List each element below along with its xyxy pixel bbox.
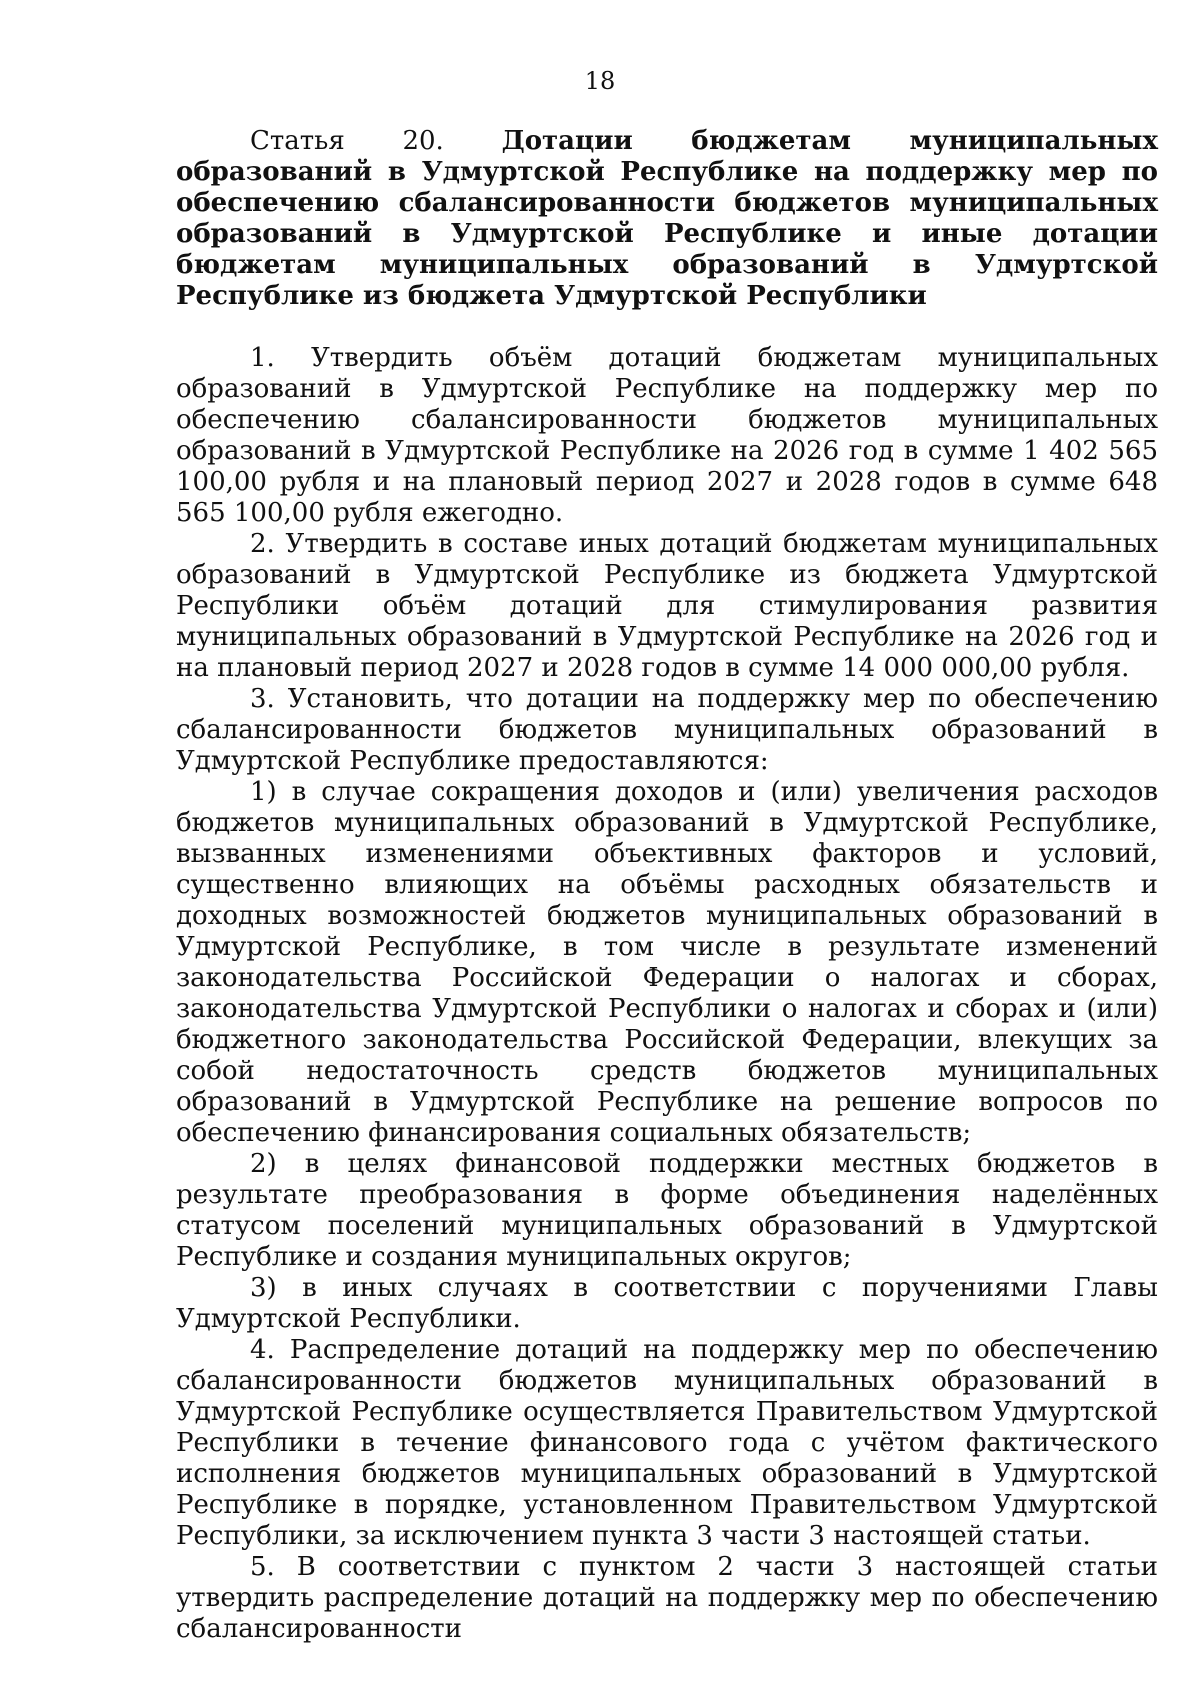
article-title: Дотации бюджетам муниципальных образований в Удмуртской Республике на поддержку мер по обеспечению сбалансированности бюджетов муниципальных образований в Удмуртской Республике и иные дотации бюджетам муниципальных образований в Удмуртской Республике из бюджета Удмуртской Республики: [176, 126, 1158, 311]
paragraph-3-item-3: 3) в иных случаях в соответствии с поручениями Главы Удмуртской Республики.: [176, 1273, 1158, 1334]
page-number: 18: [584, 67, 616, 95]
article-label: Статья 20.: [250, 126, 444, 156]
paragraph-3: 3. Установить, что дотации на поддержку мер по обеспечению сбалансированности бюджетов муниципальных образований в Удмуртской Республике предоставляются:: [176, 684, 1158, 776]
paragraph-2: 2. Утвердить в составе иных дотаций бюджетам муниципальных образований в Удмуртской Республике из бюджета Удмуртской Республики объём дотаций для стимулирования развития муниципальных образований в Удмуртской Республике на 2026 год и на плановый период 2027 и 2028 годов в сумме 14 000 000,00 рубля.: [176, 529, 1158, 683]
paragraph-5: 5. В соответствии с пунктом 2 части 3 настоящей статьи утвердить распределение дотаций на поддержку мер по обеспечению сбалансированности: [176, 1552, 1158, 1644]
paragraph-1: 1. Утвердить объём дотаций бюджетам муниципальных образований в Удмуртской Республике на поддержку мер по обеспечению сбалансированности бюджетов муниципальных образований в Удмуртской Республике на 2026 год в сумме 1 402 565 100,00 рубля и на плановый период 2027 и 2028 годов в сумме 648 565 100,00 рубля ежегодно.: [176, 343, 1158, 528]
document-body: [176, 126, 1158, 1645]
paragraph-4: 4. Распределение дотаций на поддержку мер по обеспечению сбалансированности бюджетов муниципальных образований в Удмуртской Республике осуществляется Правительством Удмуртской Республики в течение финансового года с учётом фактического исполнения бюджетов муниципальных образований в Удмуртской Республике в порядке, установленном Правительством Удмуртской Республики, за исключением пункта 3 части 3 настоящей статьи.: [176, 1335, 1158, 1551]
article-heading: [176, 126, 1158, 312]
paragraph-3-item-2: 2) в целях финансовой поддержки местных бюджетов в результате преобразования в форме объединения наделённых статусом поселений муниципальных образований в Удмуртской Республике и создания муниципальных округов;: [176, 1149, 1158, 1272]
paragraph-3-item-1: 1) в случае сокращения доходов и (или) увеличения расходов бюджетов муниципальных образований в Удмуртской Республике, вызванных изменениями объективных факторов и условий, существенно влияющих на объёмы расходных обязательств и доходных возможностей бюджетов муниципальных образований в Удмуртской Республике, в том числе в результате изменений законодательства Российской Федерации о налогах и сборах, законодательства Удмуртской Республики о налогах и сборах и (или) бюджетного законодательства Российской Федерации, влекущих за собой недостаточность средств бюджетов муниципальных образований в Удмуртской Республике на решение вопросов по обеспечению финансирования социальных обязательств;: [176, 777, 1158, 1148]
